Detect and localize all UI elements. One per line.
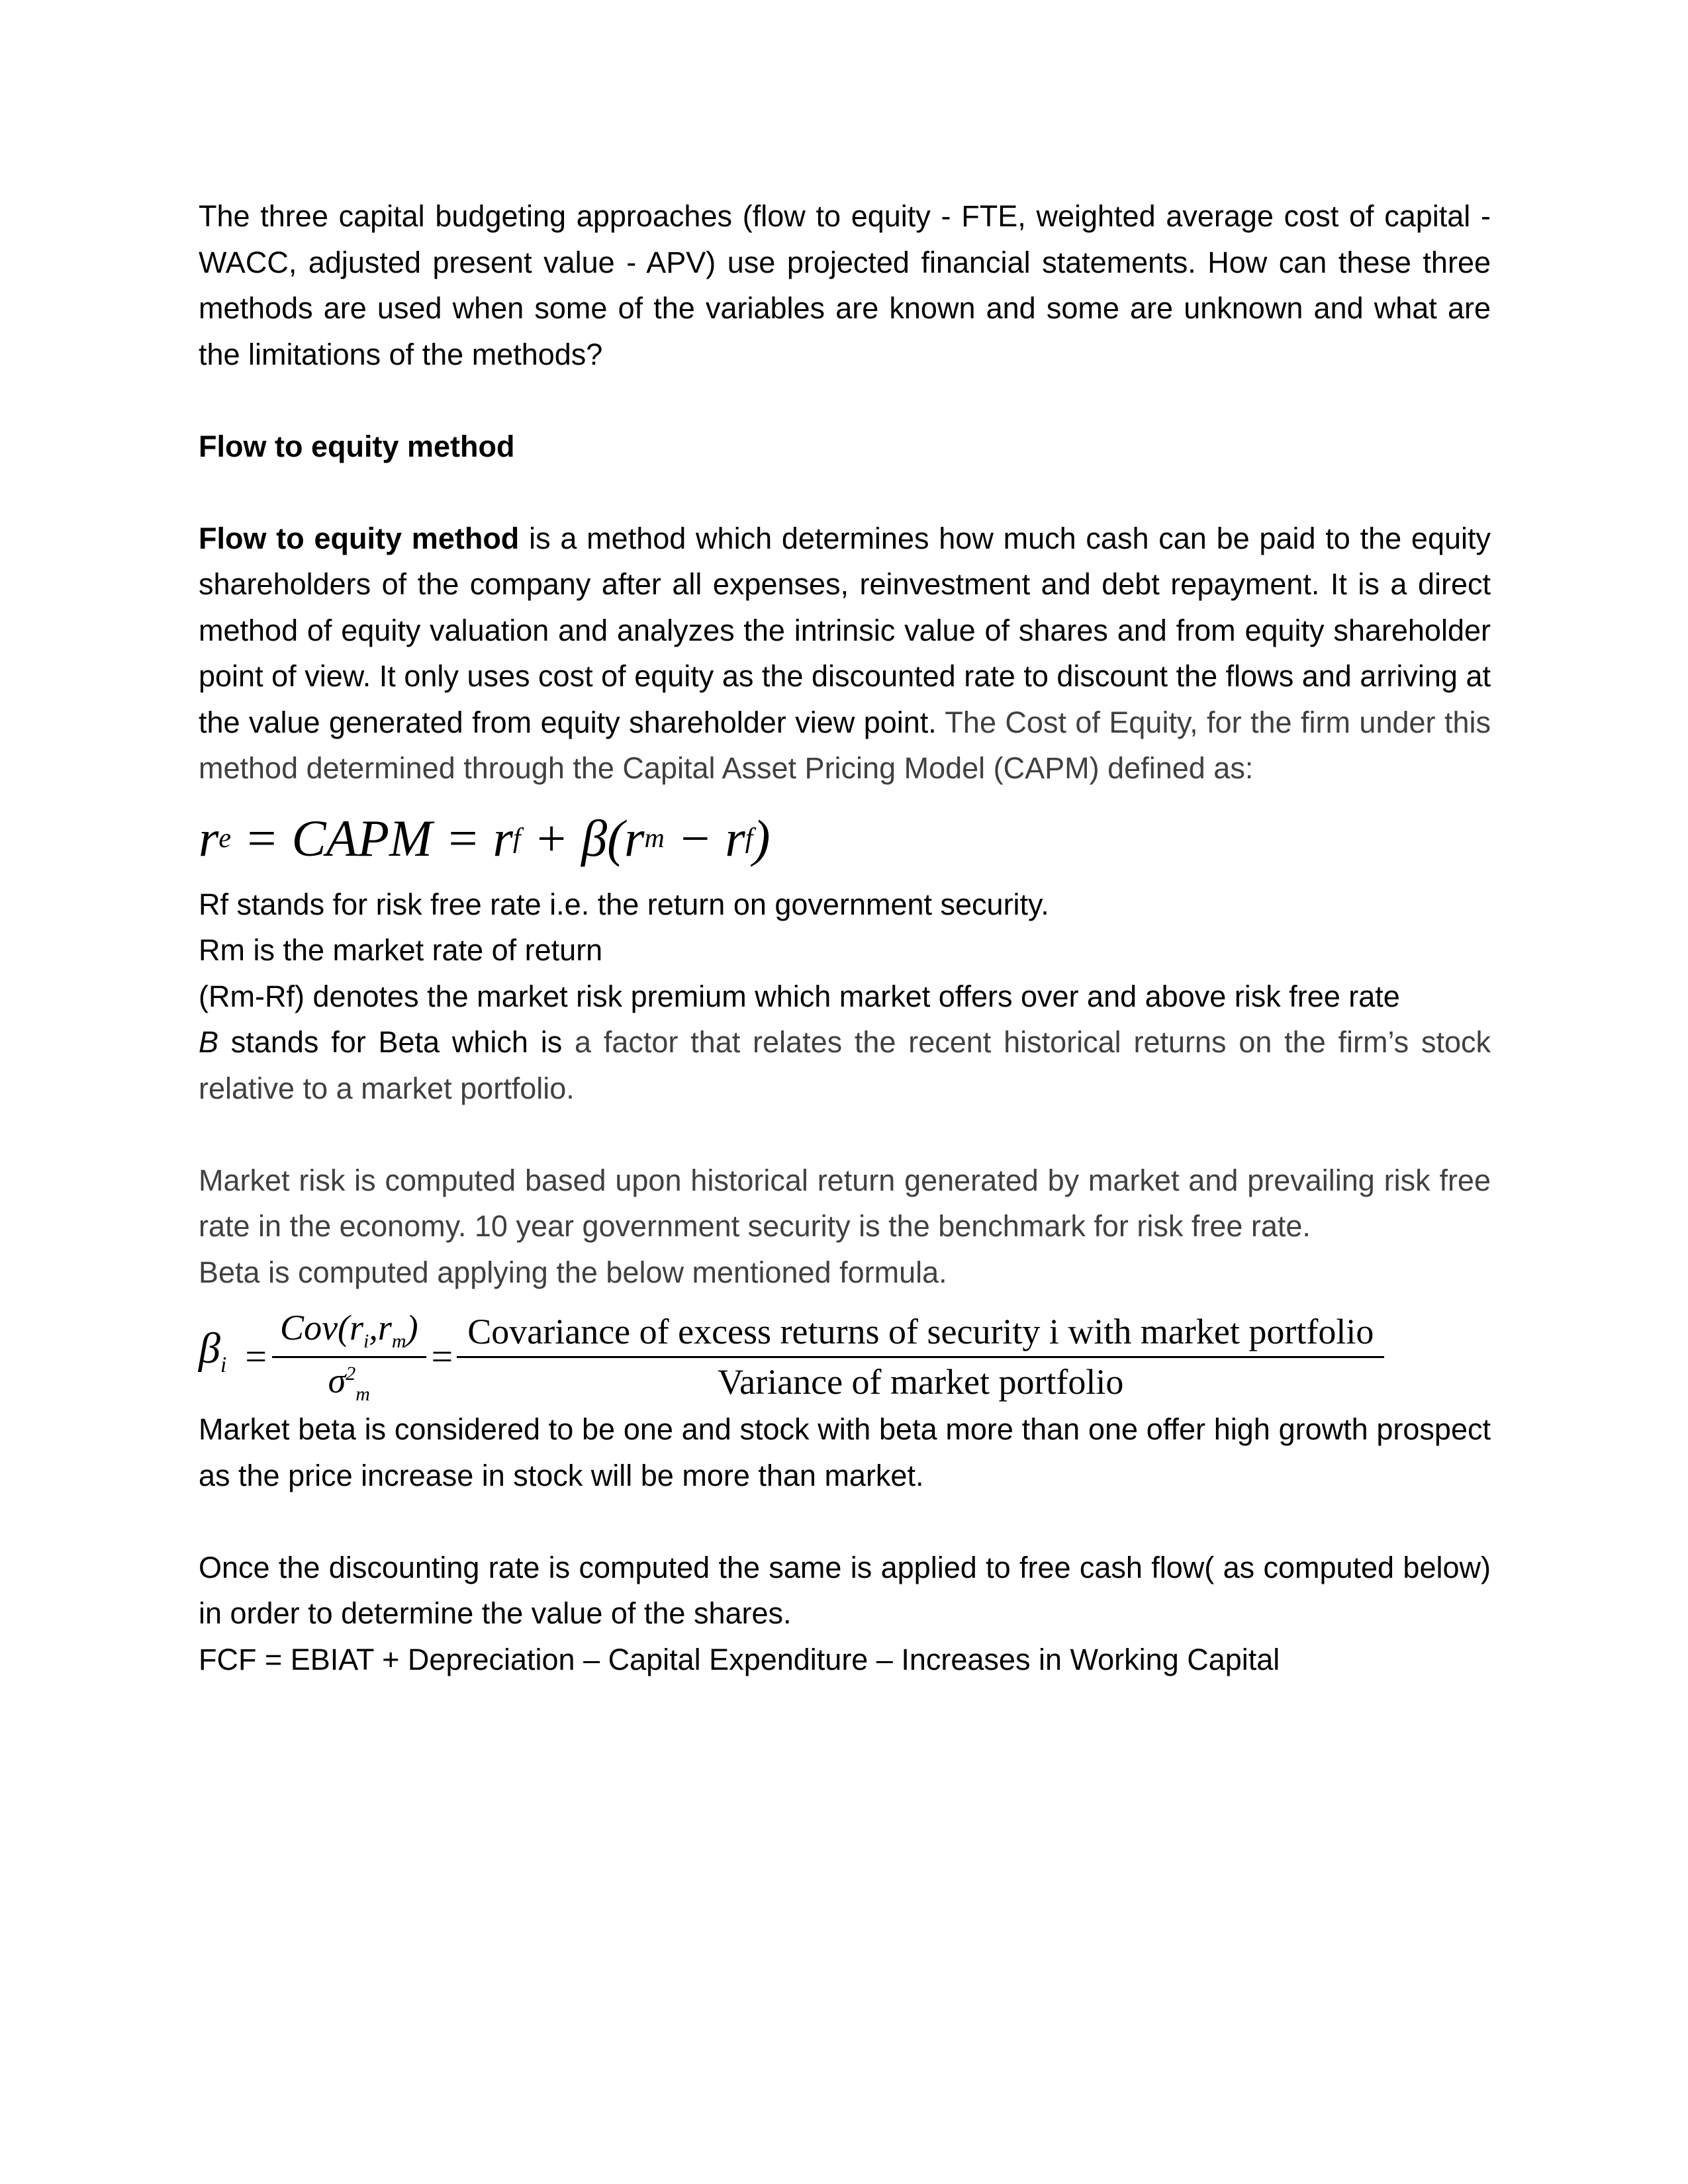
market-beta-paragraph: Market beta is considered to be one and stock with beta more than one offer high growth prospect as the price increase in stock will be more than market.: [199, 1412, 1491, 1492]
spacer: [199, 1111, 1491, 1158]
capm-mid: = CAPM =: [231, 809, 493, 867]
beta-definition: [199, 1019, 1491, 1111]
fcf-formula: FCF = EBIAT + Depreciation – Capital Expenditure – Increases in Working Capital: [199, 1642, 1280, 1676]
cov-numerator: [276, 1309, 422, 1355]
beta-definition-black: stands for Beta which is: [218, 1025, 563, 1059]
beta-letter: B: [199, 1025, 219, 1059]
spacer: [199, 1498, 1491, 1545]
capm-rf2-sub: f: [745, 823, 753, 854]
capm-rf2: r: [725, 809, 745, 867]
words-fraction: [462, 1313, 1379, 1400]
capm-re-sub: e: [218, 823, 232, 854]
words-denominator: Variance of market portfolio: [457, 1356, 1384, 1401]
discounting-paragraph: Once the discounting rate is computed the same is applied to free cash flow( as computed below) in order to determine the value of the shares.: [199, 1550, 1491, 1630]
beta-formula: [199, 1307, 1491, 1406]
variance-denominator: [272, 1356, 426, 1404]
capm-minus: −: [664, 809, 726, 867]
beta-intro: Beta is computed applying the below mentioned formula.: [199, 1255, 947, 1289]
capm-rf-sub: f: [512, 823, 521, 854]
spacer: [199, 377, 1491, 424]
rm-definition: Rm is the market rate of return: [199, 933, 603, 967]
capm-rf: r: [492, 809, 513, 867]
cov-open: Cov(r: [280, 1308, 364, 1348]
rf-definition: Rf stands for risk free rate i.e. the return on government security.: [199, 887, 1049, 921]
beta-lhs-sub: i: [220, 1352, 227, 1377]
cov-close: ): [406, 1308, 418, 1348]
document-page: [199, 193, 1491, 1682]
cov-sub-i: i: [363, 1330, 369, 1352]
intro-paragraph: The three capital budgeting approaches (flow to equity - FTE, weighted average cost of capital - WACC, adjusted present value - APV) use projected financial statements. How can these three methods are used when some of the variables are known and some are unknown and what are the limitations of the methods?: [199, 199, 1491, 371]
sigma-sub: m: [355, 1383, 370, 1405]
capm-re: r: [199, 809, 219, 867]
fte-grey-text: The Cost of Equity, for the firm under this method determined through the Capital Asset Pricing Model (CAPM) defined as:: [199, 705, 1491, 785]
fte-bold-lead: Flow to equity method: [199, 521, 520, 555]
fte-text: is a method which determines how much cash can be paid to the equity shareholders of the company after all expenses, reinvestment and debt repayment. It is a direct method of equity valuation and analyzes the intrinsic value of shares and from equity shareholder point of view. It only uses cost of equity as the discounted rate to discount the flows and arriving at the value generated from equity shareholder view point.: [199, 521, 1491, 739]
capm-rm-sub: m: [644, 823, 665, 854]
section-heading: Flow to equity method: [199, 429, 515, 463]
cov-fraction: [276, 1309, 422, 1404]
capm-rm: r: [624, 809, 645, 867]
capm-plus-beta: + β(: [520, 809, 625, 867]
spacer: [199, 469, 1491, 516]
sigma-symbol: σ: [328, 1360, 346, 1400]
beta-equals-1: =: [245, 1335, 267, 1379]
fte-paragraph: [199, 516, 1491, 792]
premium-definition: (Rm-Rf) denotes the market risk premium which market offers over and above risk free rate: [199, 979, 1400, 1013]
beta-lhs-symbol: β: [199, 1324, 220, 1373]
beta-lhs: [199, 1326, 226, 1388]
market-risk-paragraph: Market risk is computed based upon historical return generated by market and prevailing risk free rate in the economy. 10 year government security is the benchmark for risk free rate.: [199, 1163, 1491, 1243]
cov-sub-m: m: [391, 1330, 406, 1352]
beta-equals-2: =: [431, 1335, 453, 1379]
words-numerator: Covariance of excess returns of security i with market portfolio: [467, 1311, 1374, 1351]
capm-close: ): [753, 809, 771, 867]
sigma-sup: 2: [346, 1362, 356, 1385]
cov-mid: ,r: [369, 1308, 392, 1348]
capm-formula: [199, 796, 1491, 882]
beta-definition-grey: a factor that relates the recent historical returns on the firm’s stock relative to a market portfolio.: [199, 1025, 1491, 1105]
